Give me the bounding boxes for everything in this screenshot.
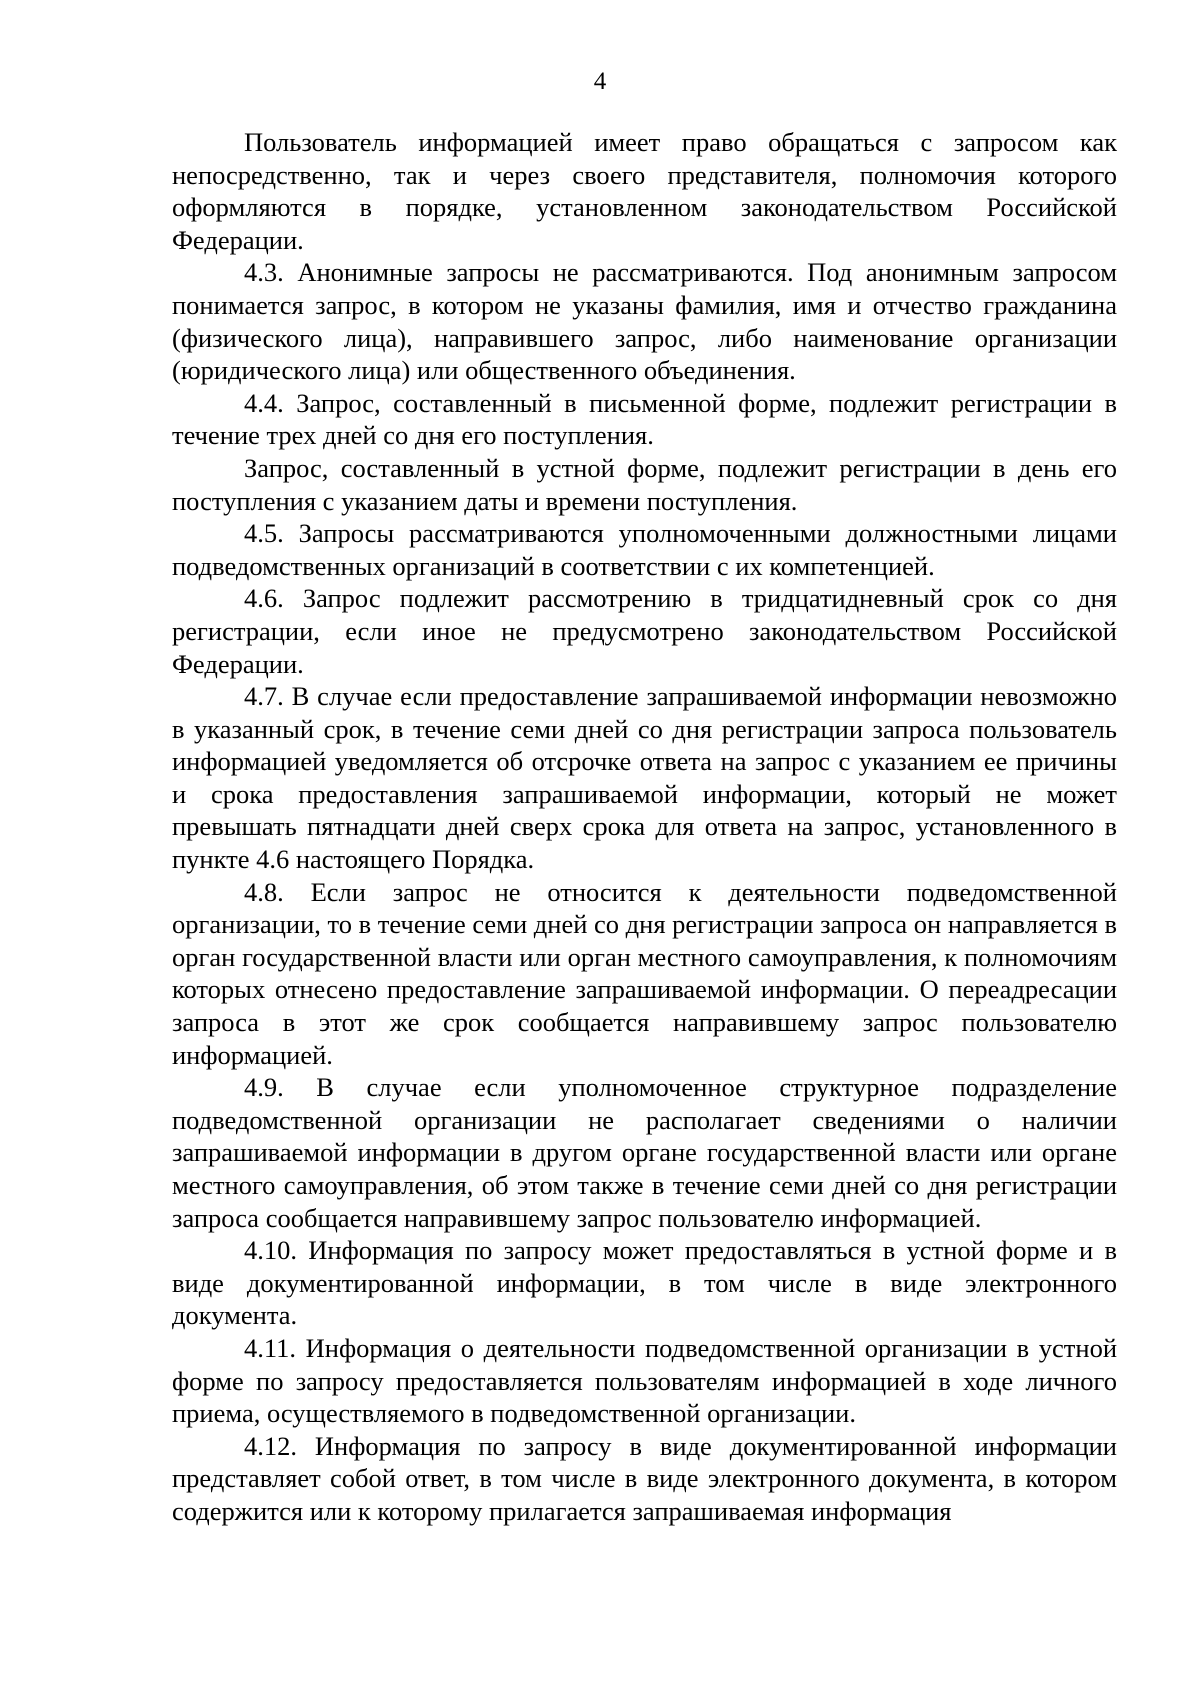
paragraph-4-5: 4.5. Запросы рассматриваются уполномоченными должностными лицами подведомственных организаций в соответствии с их компетенцией.: [172, 518, 1117, 581]
page-number: 4: [593, 68, 607, 95]
paragraph-4-8: 4.8. Если запрос не относится к деятельности подведомственной организации, то в течение семи дней со дня регистрации запроса он направляется в орган государственной власти или орган местного самоуправления, к полномочиям которых отнесено предоставление запрашиваемой информации. О переадресации запроса в этот же срок сообщается направившему запрос пользователю информацией.: [172, 876, 1117, 1070]
paragraph-4-6: 4.6. Запрос подлежит рассмотрению в тридцатидневный срок со дня регистрации, если иное не предусмотрено законодательством Российской Федерации.: [172, 583, 1117, 679]
paragraph-4-12: 4.12. Информация по запросу в виде документированной информации представляет собой ответ, в том числе в виде электронного документа, в котором содержится или к которому прилагается запрашиваемая информация: [172, 1430, 1117, 1526]
document-body: [172, 126, 1117, 1528]
paragraph-oral-request: Запрос, составленный в устной форме, подлежит регистрации в день его поступления с указанием даты и времени поступления.: [172, 452, 1117, 516]
paragraph-4-11: 4.11. Информация о деятельности подведомственной организации в устной форме по запросу предоставляется пользователям информацией в ходе личного приема, осуществляемого в подведомственной организации.: [172, 1332, 1117, 1429]
paragraph-4-7: 4.7. В случае если предоставление запрашиваемой информации невозможно в указанный срок, в течение семи дней со дня регистрации запроса пользователь информацией уведомляется об отсрочке ответа на запрос с указанием ее причины и срока предоставления запрашиваемой информации, который не может превышать пятнадцати дней сверх срока для ответа на запрос, установленного в пункте 4.6 настоящего Порядка.: [172, 681, 1117, 875]
paragraph-4-9: 4.9. В случае если уполномоченное структурное подразделение подведомственной организации не располагает сведениями о наличии запрашиваемой информации в другом органе государственной власти или органе местного самоуправления, об этом также в течение семи дней со дня регистрации запроса сообщается направившему запрос пользователю информацией.: [172, 1072, 1117, 1233]
paragraph-user-request-right: Пользователь информацией имеет право обращаться с запросом как непосредственно, так и через своего представителя, полномочия которого оформляются в порядке, установленном законодательством Российской Федерации.: [172, 127, 1117, 255]
paragraph-4-4: 4.4. Запрос, составленный в письменной форме, подлежит регистрации в течение трех дней со дня его поступления.: [172, 387, 1117, 451]
paragraph-4-10: 4.10. Информация по запросу может предоставляться в устной форме и в виде документированной информации, в том числе в виде электронного документа.: [172, 1235, 1117, 1331]
paragraph-4-3: 4.3. Анонимные запросы не рассматриваются. Под анонимным запросом понимается запрос, в котором не указаны фамилия, имя и отчество гражданина (физического лица), направившего запрос, либо наименование организации (юридического лица) или общественного объединения.: [172, 257, 1117, 386]
